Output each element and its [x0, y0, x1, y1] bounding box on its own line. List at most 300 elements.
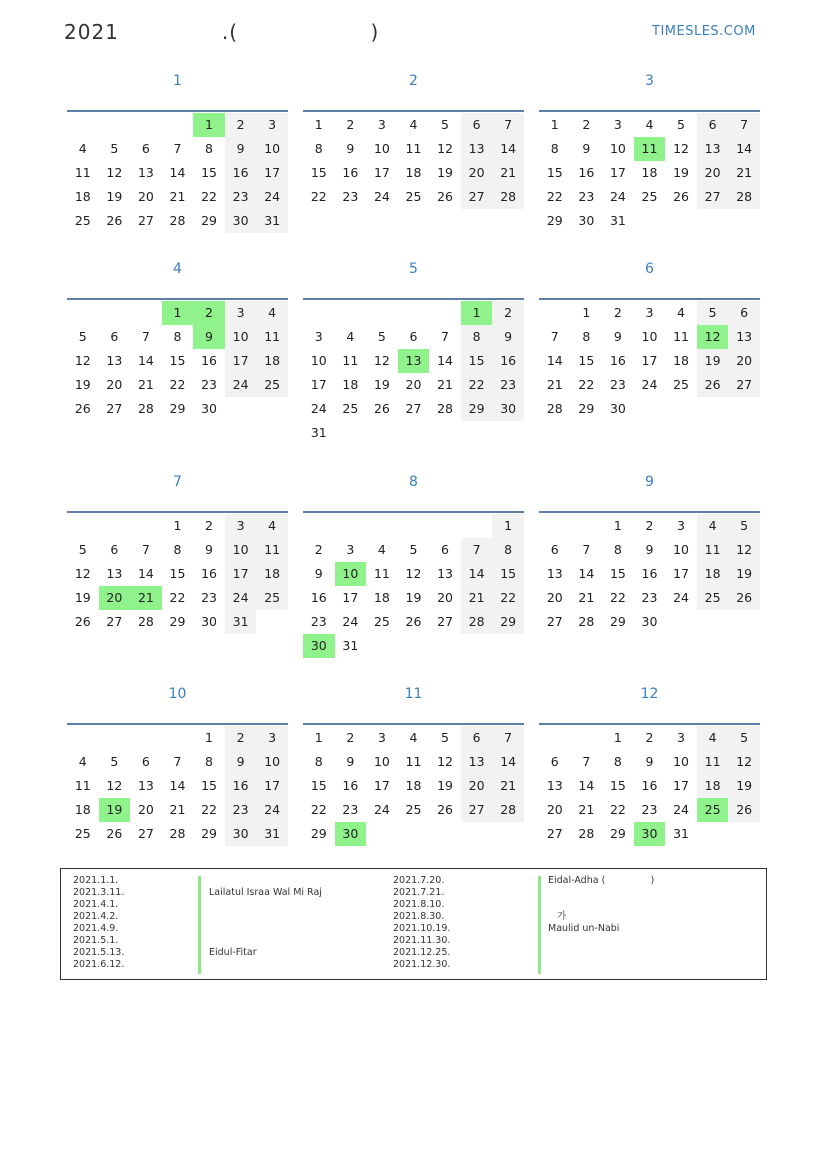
day-cell: 5 [728, 726, 760, 750]
day-cell: 21 [137, 377, 154, 392]
week-row [303, 798, 524, 822]
week-row [539, 610, 760, 634]
day-cell: 5 [78, 542, 87, 557]
week-row [539, 750, 760, 774]
day-cell: 18 [74, 189, 91, 204]
legend-holiday-name [209, 959, 322, 971]
day-cell: 21 [728, 161, 760, 185]
day-cell: 19 [437, 165, 453, 180]
week-row [67, 586, 288, 610]
day-cell: 29 [461, 397, 493, 421]
day-cell: 28 [492, 185, 524, 209]
day-cell: 12 [728, 538, 760, 562]
day-cell: 13 [106, 353, 123, 368]
day-cell: 14 [461, 562, 493, 586]
day-cell: 6 [550, 542, 559, 557]
day-cell: 15 [169, 353, 186, 368]
empty-day-cell [335, 301, 367, 325]
week-row [539, 137, 760, 161]
holiday-day-cell: 1 [162, 301, 194, 325]
day-cell: 4 [409, 117, 418, 132]
day-cell: 30 [641, 614, 658, 629]
month-days [539, 113, 760, 233]
empty-day-cell [256, 610, 288, 634]
day-cell: 19 [437, 778, 453, 793]
day-cell: 2 [225, 726, 257, 750]
week-row [303, 397, 524, 421]
day-cell: 17 [673, 778, 689, 793]
week-row [303, 113, 524, 137]
empty-day-cell [366, 634, 398, 658]
week-row [303, 161, 524, 185]
day-cell: 4 [697, 514, 729, 538]
week-row [303, 634, 524, 658]
day-cell: 14 [437, 353, 453, 368]
month-days [67, 113, 288, 233]
week-row [67, 750, 288, 774]
day-cell: 13 [546, 566, 563, 581]
week-row [303, 325, 524, 349]
day-cell: 18 [256, 562, 288, 586]
day-cell: 31 [342, 638, 359, 653]
day-cell: 25 [342, 401, 359, 416]
day-cell: 14 [578, 566, 595, 581]
day-cell: 4 [697, 726, 729, 750]
day-cell: 28 [137, 401, 154, 416]
week-row [67, 798, 288, 822]
day-cell: 13 [106, 566, 123, 581]
day-cell: 23 [609, 377, 626, 392]
day-cell: 27 [546, 614, 563, 629]
day-cell: 31 [256, 822, 288, 846]
day-cell: 15 [609, 566, 626, 581]
day-cell: 27 [137, 826, 154, 841]
day-cell: 18 [673, 353, 689, 368]
day-cell: 13 [461, 137, 493, 161]
day-cell: 20 [728, 349, 760, 373]
day-cell: 3 [613, 117, 622, 132]
day-cell: 1 [550, 117, 559, 132]
empty-day-cell [398, 514, 430, 538]
holiday-day-cell: 9 [193, 325, 225, 349]
day-cell: 15 [609, 778, 626, 793]
day-cell: 22 [201, 189, 217, 204]
day-cell: 27 [437, 614, 453, 629]
day-cell: 23 [641, 802, 658, 817]
day-cell: 17 [673, 566, 689, 581]
empty-day-cell [665, 397, 697, 421]
day-cell: 8 [461, 325, 493, 349]
day-cell: 20 [461, 774, 493, 798]
empty-day-cell [67, 301, 99, 325]
week-row [539, 373, 760, 397]
day-cell: 6 [409, 329, 418, 344]
week-row [539, 349, 760, 373]
day-cell: 10 [256, 137, 288, 161]
day-cell: 10 [225, 538, 257, 562]
site-logo-text[interactable]: TIMESLES.COM [652, 24, 756, 39]
day-cell: 23 [201, 590, 217, 605]
month-10 [67, 686, 288, 891]
day-cell: 21 [578, 590, 595, 605]
day-cell: 24 [310, 401, 327, 416]
empty-day-cell [67, 726, 99, 750]
month-11 [303, 686, 524, 891]
month-rule [303, 110, 524, 112]
day-cell: 22 [609, 802, 626, 817]
week-row [67, 726, 288, 750]
day-cell: 22 [578, 377, 595, 392]
day-cell: 16 [342, 778, 359, 793]
empty-day-cell [539, 514, 571, 538]
legend-left-dates [73, 875, 124, 971]
legend-date: 2021.11.30. [393, 935, 451, 946]
day-cell: 9 [225, 750, 257, 774]
day-cell: 9 [613, 329, 622, 344]
legend-date: 2021.3.11. [73, 887, 125, 898]
empty-day-cell [492, 421, 524, 445]
day-cell: 17 [342, 590, 359, 605]
day-cell: 24 [373, 802, 390, 817]
day-cell: 27 [461, 798, 493, 822]
day-cell: 25 [405, 189, 422, 204]
day-cell: 7 [492, 726, 524, 750]
day-cell: 30 [225, 822, 257, 846]
legend-date: 2021.1.1. [73, 875, 119, 886]
empty-day-cell [461, 822, 493, 846]
month-label: 3 [645, 73, 654, 89]
month-days [67, 514, 288, 634]
day-cell: 12 [74, 353, 91, 368]
day-cell: 14 [492, 750, 524, 774]
day-cell: 13 [728, 325, 760, 349]
day-cell: 22 [169, 590, 186, 605]
empty-day-cell [665, 610, 697, 634]
day-cell: 25 [256, 586, 288, 610]
day-cell: 11 [256, 538, 288, 562]
empty-day-cell [99, 514, 131, 538]
week-row [67, 137, 288, 161]
day-cell: 6 [461, 113, 493, 137]
day-cell: 3 [377, 117, 386, 132]
day-cell: 7 [582, 542, 591, 557]
day-cell: 26 [673, 189, 689, 204]
day-cell: 18 [405, 778, 422, 793]
month-label: 2 [409, 73, 418, 89]
month-rule [539, 511, 760, 513]
empty-day-cell [429, 421, 461, 445]
day-cell: 14 [137, 566, 154, 581]
week-row [67, 514, 288, 538]
day-cell: 14 [137, 353, 154, 368]
empty-day-cell [67, 113, 99, 137]
day-cell: 14 [578, 778, 595, 793]
holiday-day-cell: 20 [99, 586, 131, 610]
day-cell: 11 [256, 325, 288, 349]
day-cell: 15 [546, 165, 563, 180]
empty-day-cell [130, 514, 162, 538]
month-label: 10 [168, 686, 187, 702]
day-cell: 22 [310, 802, 327, 817]
day-cell: 6 [697, 113, 729, 137]
day-cell: 16 [492, 349, 524, 373]
day-cell: 15 [578, 353, 595, 368]
day-cell: 22 [609, 590, 626, 605]
empty-day-cell [99, 726, 131, 750]
day-cell: 1 [173, 518, 182, 533]
month-label: 4 [173, 261, 182, 277]
week-row [67, 185, 288, 209]
day-cell: 7 [728, 113, 760, 137]
day-cell: 3 [225, 514, 257, 538]
month-days [67, 301, 288, 421]
week-row [67, 774, 288, 798]
day-cell: 29 [578, 401, 595, 416]
week-row [67, 301, 288, 325]
empty-day-cell [130, 301, 162, 325]
day-cell: 22 [169, 377, 186, 392]
day-cell: 27 [405, 401, 422, 416]
day-cell: 3 [256, 113, 288, 137]
day-cell: 3 [225, 301, 257, 325]
legend-holiday-name: Eidul-Fitar [209, 947, 257, 958]
day-cell: 17 [641, 353, 658, 368]
month-label: 8 [409, 474, 418, 490]
week-row [539, 798, 760, 822]
day-cell: 5 [697, 301, 729, 325]
legend-date: 2021.5.1. [73, 935, 119, 946]
empty-day-cell [429, 301, 461, 325]
day-cell: 27 [137, 213, 154, 228]
day-cell: 15 [310, 778, 327, 793]
day-cell: 1 [314, 730, 323, 745]
day-cell: 26 [728, 798, 760, 822]
empty-day-cell [697, 209, 729, 233]
day-cell: 17 [373, 778, 390, 793]
month-rule [67, 511, 288, 513]
day-cell: 23 [225, 185, 257, 209]
empty-day-cell [398, 421, 430, 445]
empty-day-cell [492, 822, 524, 846]
legend-holiday-name [548, 947, 654, 959]
day-cell: 3 [314, 329, 323, 344]
day-cell: 1 [205, 730, 213, 745]
holiday-day-cell: 30 [335, 822, 367, 846]
day-cell: 28 [492, 798, 524, 822]
week-row [303, 610, 524, 634]
day-cell: 14 [169, 778, 186, 793]
day-cell: 8 [492, 538, 524, 562]
day-cell: 16 [225, 774, 257, 798]
day-cell: 20 [546, 802, 563, 817]
day-cell: 27 [697, 185, 729, 209]
month-3 [539, 73, 760, 278]
legend-holiday-name [548, 935, 654, 947]
day-cell: 19 [405, 590, 422, 605]
week-row [539, 562, 760, 586]
week-row [67, 325, 288, 349]
legend-date: 2021.7.20. [393, 875, 445, 886]
week-row [303, 750, 524, 774]
day-cell: 12 [728, 750, 760, 774]
empty-day-cell [398, 822, 430, 846]
day-cell: 27 [728, 373, 760, 397]
week-row [67, 538, 288, 562]
week-row [539, 397, 760, 421]
day-cell: 4 [78, 141, 87, 156]
day-cell: 29 [310, 826, 327, 841]
day-cell: 18 [405, 165, 422, 180]
day-cell: 8 [205, 141, 213, 156]
legend-date: 2021.8.10. [393, 899, 445, 910]
day-cell: 15 [310, 165, 327, 180]
week-row [303, 822, 524, 846]
day-cell: 25 [405, 802, 422, 817]
month-1 [67, 73, 288, 278]
legend-holiday-name [548, 899, 654, 911]
empty-day-cell [67, 514, 99, 538]
empty-day-cell [429, 514, 461, 538]
day-cell: 16 [225, 161, 257, 185]
day-cell: 6 [550, 754, 559, 769]
day-cell: 11 [405, 141, 422, 156]
day-cell: 29 [609, 614, 626, 629]
week-row [303, 373, 524, 397]
day-cell: 28 [578, 826, 595, 841]
legend-date: 2021.4.1. [73, 899, 119, 910]
day-cell: 14 [546, 353, 563, 368]
legend-holiday-name [209, 923, 322, 935]
week-row [303, 185, 524, 209]
day-cell: 25 [373, 614, 390, 629]
day-cell: 26 [437, 802, 453, 817]
day-cell: 23 [641, 590, 658, 605]
day-cell: 30 [492, 397, 524, 421]
day-cell: 19 [373, 377, 390, 392]
day-cell: 9 [645, 754, 654, 769]
day-cell: 5 [110, 141, 119, 156]
day-cell: 25 [697, 586, 729, 610]
month-rule [539, 298, 760, 300]
day-cell: 4 [677, 305, 685, 320]
day-cell: 5 [409, 542, 418, 557]
week-row [539, 514, 760, 538]
day-cell: 16 [201, 566, 217, 581]
empty-day-cell [571, 726, 603, 750]
day-cell: 31 [673, 826, 689, 841]
day-cell: 16 [310, 590, 327, 605]
empty-day-cell [398, 301, 430, 325]
day-cell: 2 [346, 117, 355, 132]
empty-day-cell [461, 514, 493, 538]
day-cell: 6 [110, 329, 119, 344]
day-cell: 13 [546, 778, 563, 793]
legend-right-dates [393, 875, 450, 971]
day-cell: 23 [578, 189, 595, 204]
day-cell: 28 [578, 614, 595, 629]
month-6 [539, 261, 760, 466]
day-cell: 11 [697, 750, 729, 774]
day-cell: 29 [201, 213, 217, 228]
empty-day-cell [697, 397, 729, 421]
day-cell: 17 [225, 349, 257, 373]
empty-day-cell [162, 113, 194, 137]
day-cell: 29 [201, 826, 217, 841]
empty-day-cell [366, 514, 398, 538]
day-cell: 13 [137, 778, 154, 793]
day-cell: 15 [169, 566, 186, 581]
legend-holiday-name: Eidal-Adha ( ) [548, 875, 655, 886]
week-row [67, 373, 288, 397]
holiday-day-cell: 25 [697, 798, 729, 822]
month-7 [67, 474, 288, 679]
day-cell: 4 [78, 754, 87, 769]
day-cell: 31 [225, 610, 257, 634]
week-row [67, 349, 288, 373]
month-label: 9 [645, 474, 654, 490]
day-cell: 30 [578, 213, 595, 228]
empty-day-cell [303, 301, 335, 325]
day-cell: 12 [405, 566, 422, 581]
day-cell: 18 [74, 802, 91, 817]
day-cell: 26 [373, 401, 390, 416]
day-cell: 6 [141, 141, 150, 156]
day-cell: 6 [141, 754, 150, 769]
day-cell: 6 [728, 301, 760, 325]
empty-day-cell [429, 634, 461, 658]
month-rule [303, 511, 524, 513]
day-cell: 3 [677, 518, 685, 533]
day-cell: 12 [373, 353, 390, 368]
day-cell: 2 [645, 730, 654, 745]
day-cell: 8 [550, 141, 559, 156]
day-cell: 2 [205, 518, 213, 533]
day-cell: 23 [342, 802, 359, 817]
day-cell: 9 [346, 141, 355, 156]
month-days [303, 301, 524, 445]
holiday-legend [60, 868, 767, 980]
legend-holiday-name: 가 [548, 911, 567, 922]
day-cell: 10 [673, 754, 689, 769]
day-cell: 24 [673, 590, 689, 605]
day-cell: 21 [578, 802, 595, 817]
legend-date: 2021.12.25. [393, 947, 451, 958]
day-cell: 20 [137, 189, 154, 204]
day-cell: 10 [641, 329, 658, 344]
day-cell: 13 [437, 566, 453, 581]
day-cell: 24 [673, 802, 689, 817]
week-row [539, 822, 760, 846]
legend-holiday-name [209, 899, 322, 911]
day-cell: 13 [697, 137, 729, 161]
holiday-day-cell: 10 [335, 562, 367, 586]
week-row [67, 113, 288, 137]
legend-right-marker [538, 876, 541, 974]
empty-day-cell [634, 397, 666, 421]
day-cell: 22 [546, 189, 563, 204]
month-rule [539, 723, 760, 725]
day-cell: 11 [697, 538, 729, 562]
day-cell: 16 [609, 353, 626, 368]
day-cell: 9 [492, 325, 524, 349]
month-8 [303, 474, 524, 679]
day-cell: 20 [697, 161, 729, 185]
day-cell: 7 [141, 329, 150, 344]
day-cell: 17 [310, 377, 327, 392]
day-cell: 24 [225, 586, 257, 610]
month-rule [303, 723, 524, 725]
empty-day-cell [335, 421, 367, 445]
